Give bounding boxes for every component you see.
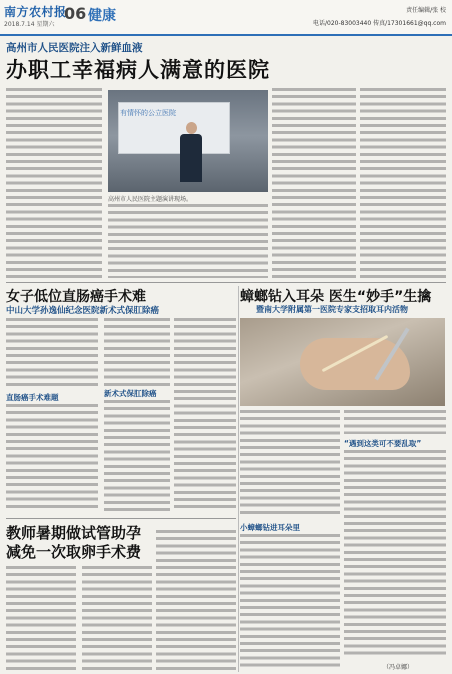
- story2-text-column-1: [6, 318, 98, 390]
- story2-text-column-1b: [6, 404, 98, 512]
- story3-deck: 暨南大学附属第一医院专家支招取耳内活物: [256, 305, 408, 314]
- section-name: 健康: [88, 8, 116, 24]
- story4-text-column-1: [6, 566, 76, 670]
- lead-text-under-photo: [108, 204, 268, 278]
- speaker-figure: [178, 122, 204, 184]
- story2-text-column-3: [174, 318, 236, 512]
- story2-text-column-2: [104, 318, 170, 386]
- lead-text-column-4: [360, 88, 446, 278]
- newspaper-logo: 南方农村报: [4, 5, 67, 19]
- story3-subhead-b: “遇到这类可不要乱取”: [344, 439, 422, 448]
- story3-text-column-1b: [240, 534, 340, 670]
- story3-text-column-2: [344, 410, 446, 434]
- contact-info: 电话/020-83003440 传真/17301661@qq.com: [313, 20, 446, 27]
- story3-headline: 蟑螂钻入耳朵 医生“妙手”生擒: [240, 289, 432, 305]
- story3-photo: [240, 318, 445, 406]
- section-divider: [6, 282, 446, 283]
- story-credit: （冯卓娜）: [383, 664, 414, 671]
- story3-text-column-1: [240, 410, 340, 518]
- story4-divider: [6, 518, 236, 519]
- story4-text-column-2: [82, 566, 152, 670]
- lead-headline: 办职工幸福病人满意的医院: [6, 58, 270, 82]
- screen-slogan: 有情怀的公立医院: [120, 109, 176, 117]
- lead-text-column-3: [272, 88, 356, 278]
- lead-photo: [108, 90, 268, 192]
- issue-date: 2018.7.14 星期六: [4, 21, 55, 28]
- lead-kicker: 高州市人民医院注入新鲜血液: [6, 42, 143, 54]
- editor-credits: 责任编辑/张 校: [406, 7, 446, 14]
- story2-subhead-b: 新术式保肛除癌: [104, 389, 157, 398]
- story3-subhead-a: 小蟑螂钻进耳朵里: [240, 523, 300, 532]
- column-divider: [238, 286, 239, 672]
- story2-text-column-2b: [104, 400, 170, 512]
- story2-headline: 女子低位直肠癌手术难: [6, 289, 146, 305]
- story4-text-column-3: [156, 530, 236, 670]
- lead-photo-caption: 高州市人民医院主题演讲现场。: [108, 196, 193, 203]
- lead-text-column-1: [6, 88, 102, 278]
- story2-deck: 中山大学孙逸仙纪念医院新术式保肛除癌: [6, 306, 160, 316]
- page-number: 06: [64, 4, 87, 23]
- masthead: [0, 0, 452, 36]
- story2-subhead-a: 直肠癌手术难题: [6, 393, 59, 402]
- story4-headline: 教师暑期做试管助孕 减免一次取卵手术费: [6, 524, 142, 561]
- story3-text-column-2b: [344, 450, 446, 658]
